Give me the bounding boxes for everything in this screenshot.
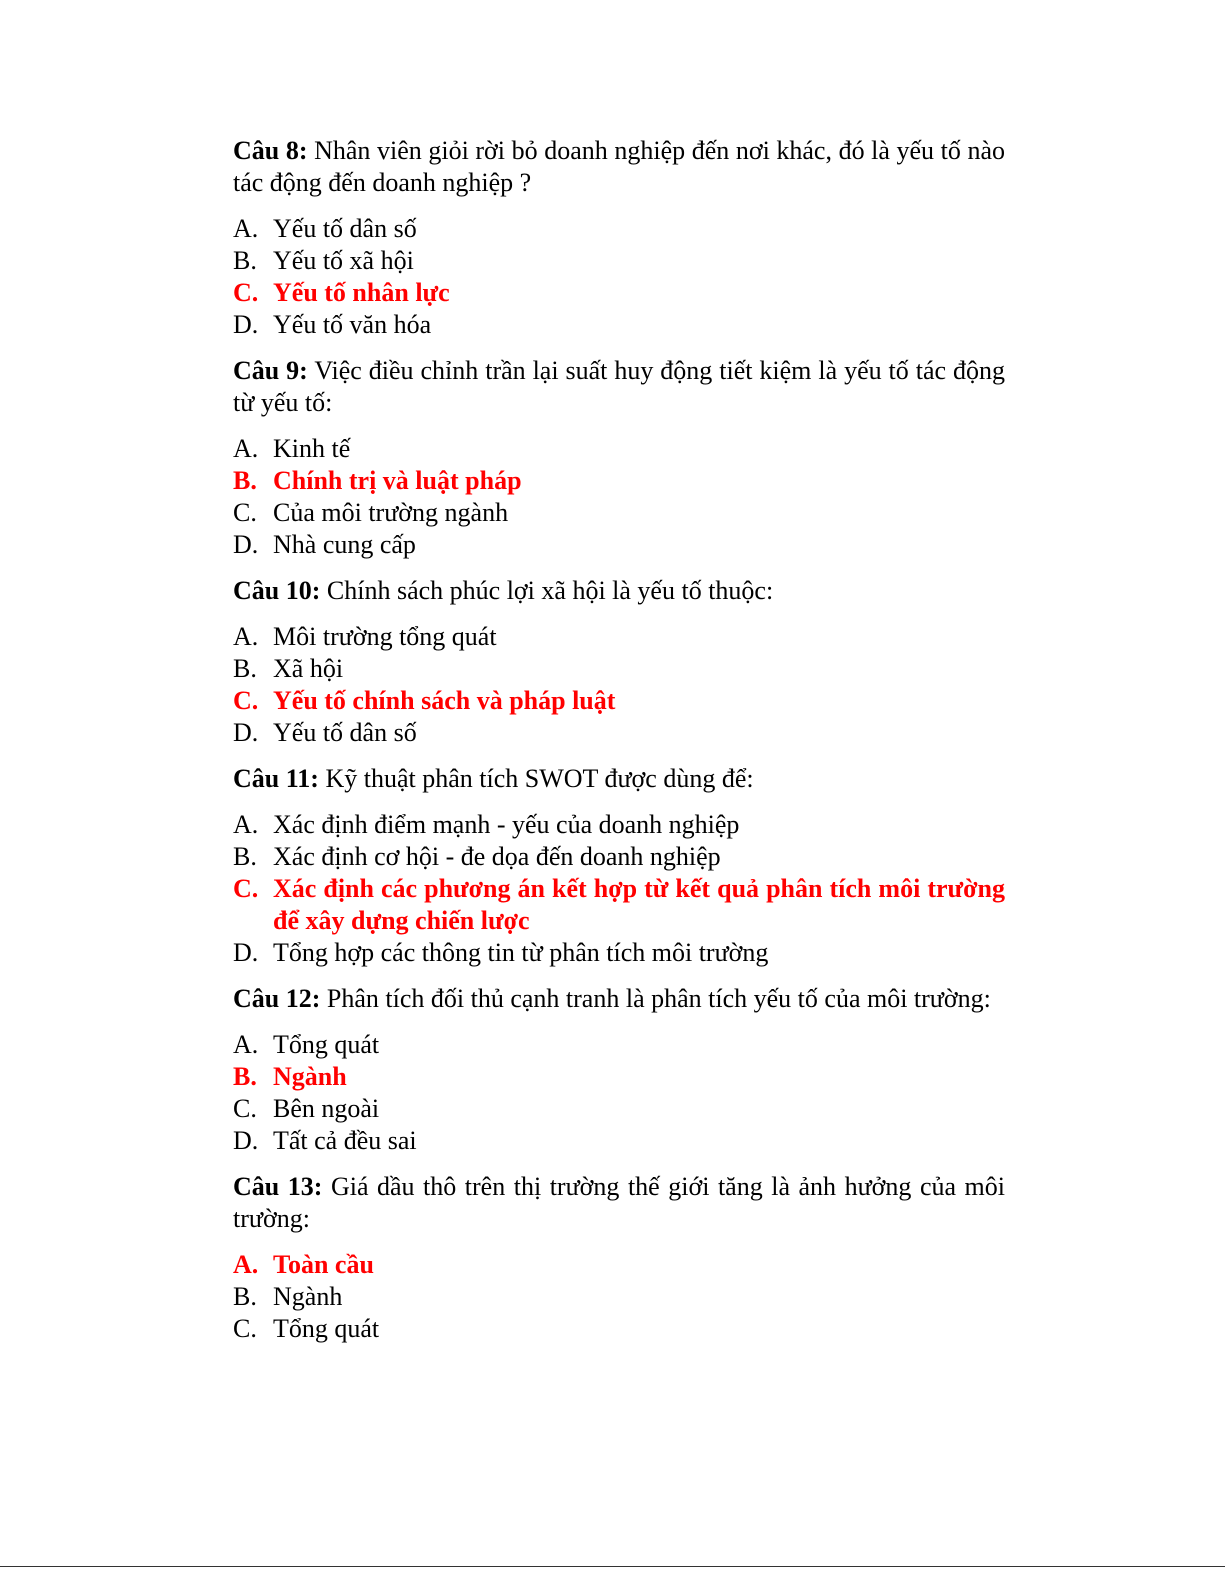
question-10 bbox=[233, 575, 1005, 749]
option-c-correct[interactable] bbox=[233, 873, 1005, 937]
question-body: Giá dầu thô trên thị trường thế giới tăng là ảnh hưởng của môi trường: bbox=[233, 1172, 1005, 1233]
option-text: Ngành bbox=[273, 1282, 343, 1311]
option-d[interactable] bbox=[233, 937, 1005, 969]
option-b[interactable] bbox=[233, 1281, 1005, 1313]
option-text: Yếu tố dân số bbox=[273, 718, 417, 747]
option-d[interactable] bbox=[233, 1125, 1005, 1157]
option-text: Môi trường tổng quát bbox=[273, 622, 497, 651]
option-letter: C. bbox=[233, 498, 257, 527]
option-text: Của môi trường ngành bbox=[273, 498, 509, 527]
option-b-correct[interactable] bbox=[233, 1061, 1005, 1093]
option-text: Yếu tố văn hóa bbox=[273, 310, 432, 339]
question-body: Việc điều chỉnh trần lại suất huy động tiết kiệm là yếu tố tác động từ yếu tố: bbox=[233, 356, 1005, 417]
option-letter: C. bbox=[233, 1314, 257, 1343]
option-a[interactable] bbox=[233, 621, 1005, 653]
option-letter: D. bbox=[233, 718, 259, 747]
option-text: Yếu tố dân số bbox=[273, 214, 417, 243]
option-b[interactable] bbox=[233, 653, 1005, 685]
option-letter: A. bbox=[233, 214, 259, 243]
option-text: Kinh tế bbox=[273, 434, 351, 463]
option-text: Tổng quát bbox=[273, 1314, 380, 1343]
option-letter: D. bbox=[233, 310, 259, 339]
option-text: Yếu tố xã hội bbox=[273, 246, 414, 275]
option-letter: D. bbox=[233, 530, 259, 559]
option-c[interactable] bbox=[233, 1313, 1005, 1345]
option-letter: C. bbox=[233, 278, 259, 307]
question-body: Phân tích đối thủ cạnh tranh là phân tích yếu tố của môi trường: bbox=[320, 984, 991, 1013]
question-13 bbox=[233, 1171, 1005, 1345]
option-letter: B. bbox=[233, 842, 257, 871]
option-letter: D. bbox=[233, 938, 259, 967]
option-c-correct[interactable] bbox=[233, 277, 1005, 309]
option-text: Tất cả đều sai bbox=[273, 1126, 417, 1155]
option-letter: A. bbox=[233, 622, 259, 651]
question-body: Chính sách phúc lợi xã hội là yếu tố thuộc: bbox=[320, 576, 774, 605]
option-text: Bên ngoài bbox=[273, 1094, 380, 1123]
option-letter: B. bbox=[233, 1282, 257, 1311]
option-letter: A. bbox=[233, 1250, 259, 1279]
question-12 bbox=[233, 983, 1005, 1157]
question-label: Câu 9: bbox=[233, 356, 308, 385]
question-text bbox=[233, 575, 1005, 607]
option-text: Yếu tố chính sách và pháp luật bbox=[273, 686, 616, 715]
option-letter: B. bbox=[233, 246, 257, 275]
option-c[interactable] bbox=[233, 497, 1005, 529]
option-letter: B. bbox=[233, 1062, 257, 1091]
question-11 bbox=[233, 763, 1005, 969]
option-text: Xác định điểm mạnh - yếu của doanh nghiệp bbox=[273, 810, 740, 839]
option-letter: A. bbox=[233, 1030, 259, 1059]
option-c-correct[interactable] bbox=[233, 685, 1005, 717]
option-d[interactable] bbox=[233, 717, 1005, 749]
option-c[interactable] bbox=[233, 1093, 1005, 1125]
option-d[interactable] bbox=[233, 309, 1005, 341]
option-letter: B. bbox=[233, 466, 257, 495]
option-text: Ngành bbox=[273, 1062, 347, 1091]
option-a[interactable] bbox=[233, 433, 1005, 465]
option-text: Nhà cung cấp bbox=[273, 530, 416, 559]
option-a-correct[interactable] bbox=[233, 1249, 1005, 1281]
question-text bbox=[233, 983, 1005, 1015]
option-b-correct[interactable] bbox=[233, 465, 1005, 497]
option-text: Chính trị và luật pháp bbox=[273, 466, 522, 495]
option-letter: C. bbox=[233, 686, 259, 715]
question-label: Câu 12: bbox=[233, 984, 321, 1013]
option-letter: A. bbox=[233, 434, 259, 463]
option-text: Xác định các phương án kết hợp từ kết quả phân tích môi trường để xây dựng chiến lược bbox=[273, 874, 1005, 935]
question-body: Nhân viên giỏi rời bỏ doanh nghiệp đến nơi khác, đó là yếu tố nào tác động đến doanh nghiệp ? bbox=[233, 136, 1005, 197]
question-8 bbox=[233, 135, 1005, 341]
option-b[interactable] bbox=[233, 245, 1005, 277]
option-a[interactable] bbox=[233, 213, 1005, 245]
option-letter: C. bbox=[233, 1094, 257, 1123]
option-letter: A. bbox=[233, 810, 259, 839]
question-label: Câu 10: bbox=[233, 576, 321, 605]
option-a[interactable] bbox=[233, 809, 1005, 841]
question-label: Câu 8: bbox=[233, 136, 308, 165]
option-letter: D. bbox=[233, 1126, 259, 1155]
option-text: Xã hội bbox=[273, 654, 344, 683]
quiz-content bbox=[233, 135, 1005, 1359]
question-text bbox=[233, 355, 1005, 419]
option-text: Tổng hợp các thông tin từ phân tích môi trường bbox=[273, 938, 769, 967]
question-text bbox=[233, 763, 1005, 795]
page-bottom-divider bbox=[0, 1566, 1225, 1567]
question-label: Câu 13: bbox=[233, 1172, 323, 1201]
question-text bbox=[233, 1171, 1005, 1235]
option-text: Yếu tố nhân lực bbox=[273, 278, 450, 307]
option-text: Xác định cơ hội - đe dọa đến doanh nghiệp bbox=[273, 842, 721, 871]
option-b[interactable] bbox=[233, 841, 1005, 873]
question-text bbox=[233, 135, 1005, 199]
option-letter: B. bbox=[233, 654, 257, 683]
option-a[interactable] bbox=[233, 1029, 1005, 1061]
option-text: Toàn cầu bbox=[273, 1250, 374, 1279]
question-body: Kỹ thuật phân tích SWOT được dùng để: bbox=[318, 764, 754, 793]
question-9 bbox=[233, 355, 1005, 561]
option-d[interactable] bbox=[233, 529, 1005, 561]
option-letter: C. bbox=[233, 874, 259, 903]
option-text: Tổng quát bbox=[273, 1030, 380, 1059]
question-label: Câu 11: bbox=[233, 764, 319, 793]
